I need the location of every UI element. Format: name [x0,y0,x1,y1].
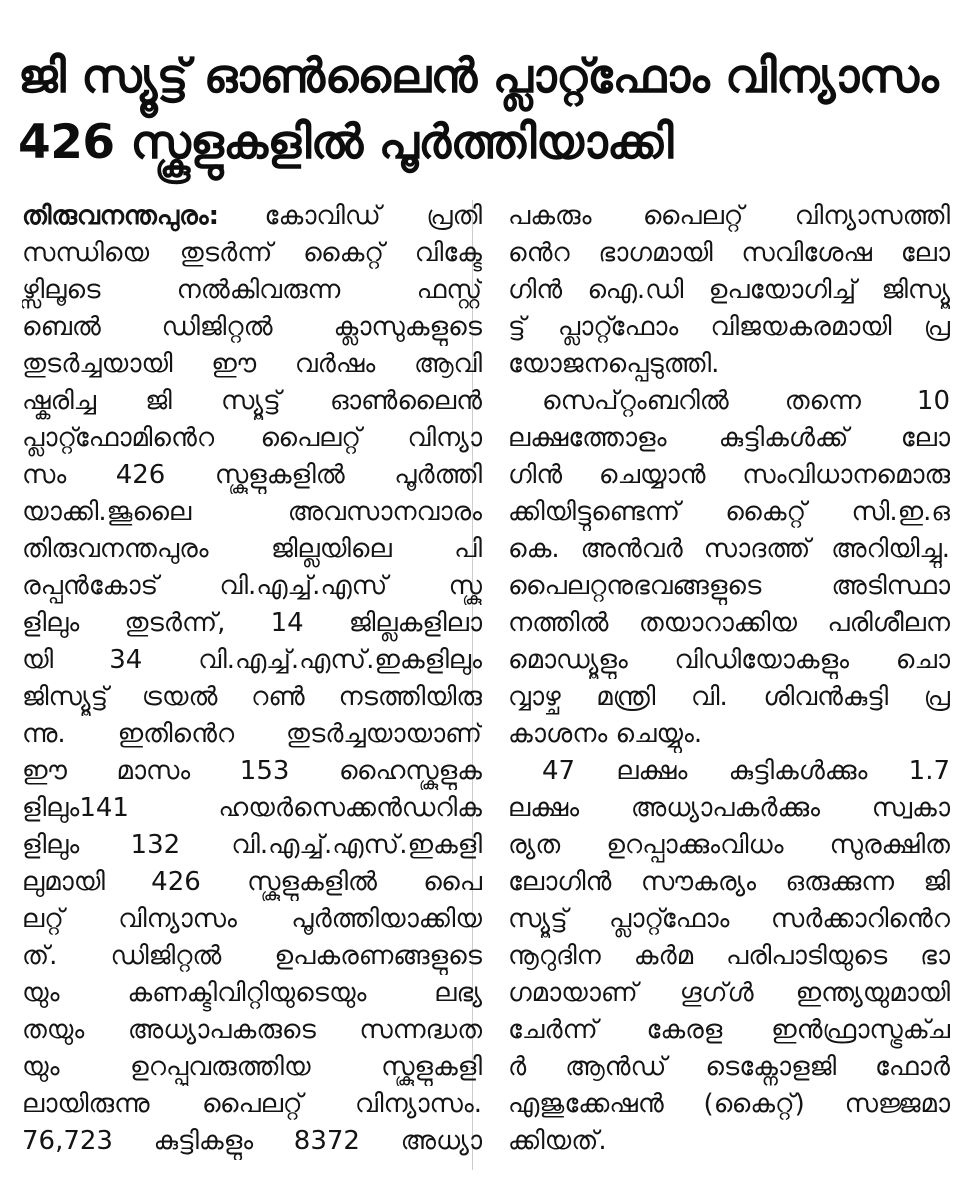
article-line: സം 426 സ്കൂളുകളിൽ പൂർത്തി [22,460,482,490]
article-line: ർ ആൻഡ് ടെക്നോളജി ഫോർ [508,1052,950,1082]
article-line: നൂറുദിന കർമ പരിപാടിയുടെ ഭാ [508,941,950,971]
article-line: പ്ലാറ്റ്ഫോമിൻെറ പൈലറ്റ് വിന്യാ [22,423,482,453]
article-line: രപ്പൻകോട് വി.എച്ച്.എസ് സ്കൂ [22,571,482,601]
first-line-text: കോവിഡ് പ്രതി [218,201,482,231]
left-column [22,198,482,1160]
paragraph [508,198,950,383]
paragraph [508,753,950,1160]
article-line: ക്കിയത്. [508,1126,607,1156]
right-column [508,198,950,1160]
article-line: കാശനം ചെയ്യും. [508,719,703,749]
article-line: ത്. ഡിജിറ്റൽ ഉപകരണങ്ങളുടെ [22,941,482,971]
headline-line-1: ജി സ്യൂട്ട് ഓൺലൈൻ പ്ലാറ്റ്ഫോം വിന്യാസം [18,49,939,104]
article-line: ഗിൻ ഐ.ഡി ഉപയോഗിച്ച് ജിസ്യൂ [508,275,950,305]
article-line: എജുക്കേഷൻ (കൈറ്റ്) സജ്ജമാ [508,1089,950,1119]
article-line: യും കണക്ടിവിറ്റിയുടെയും ലഭ്യ [22,978,482,1008]
article-line: ര്യത ഉറപ്പാക്കുംവിധം സുരക്ഷിത [508,830,950,860]
article-line: 76,723 കുട്ടികളും 8372 അധ്യാ [22,1126,482,1156]
paragraph [508,383,950,753]
article-line: ഴ്സിലൂടെ നൽകിവരുന്ന ഫസ്റ്റ് [22,275,482,305]
article-line: യി 34 വി.എച്ച്.എസ്.ഇകളിലും [22,645,482,675]
article-line: ബെൽ ഡിജിറ്റൽ ക്ലാസുകളുടെ [22,312,482,342]
article-line: തിരുവനന്തപുരം ജില്ലയിലെ പി [22,534,482,564]
article-line: യാക്കി.ജൂലൈ അവസാനവാരം [22,497,482,527]
article-line: സെപ്റ്റംബറിൽ തന്നെ 10 [542,386,950,416]
first-line [22,198,482,235]
article-line: ട്ട് പ്ലാറ്റ്ഫോം വിജയകരമായി പ്ര [508,312,950,342]
article-line: ലക്ഷം അധ്യാപകർക്കും സ്വകാ [508,793,950,823]
article-line: പകരും പൈലറ്റ് വിന്യാസത്തി [508,201,950,231]
article-line: ഷ്കരിച്ച ജി സ്യൂട്ട് ഓൺലൈൻ [22,386,482,416]
article-line: ലക്ഷത്തോളം കുട്ടികൾക്ക് ലോ [508,423,950,453]
article-line: ഗിൻ ചെയ്യാൻ സംവിധാനമൊരു [508,460,950,490]
article-line: ചേർന്ന് കേരള ഇൻഫ്രാസ്ട്രക്ച [508,1015,950,1045]
article-line: നത്തിൽ തയാറാക്കിയ പരിശീലന [508,608,950,638]
article-line: ലായിരുന്നു പൈലറ്റ് വിന്യാസം. [22,1089,482,1119]
headline [18,44,948,176]
article-line: തയും അധ്യാപകരുടെ സന്നദ്ധത [22,1015,482,1045]
headline-line-2: 426 സ്കൂളുകളിൽ പൂർത്തിയാക്കി [18,115,673,170]
article-line: ഗമായാണ് ഗൂഗ്ൾ ഇന്ത്യയുമായി [508,978,950,1008]
article-line: ളിലും തുടർന്ന്, 14 ജില്ലകളിലാ [22,608,482,638]
article-line: ലറ്റ് വിന്യാസം പൂർത്തിയാക്കിയ [22,904,482,934]
article-line: പൈലറ്റനുഭവങ്ങളുടെ അടിസ്ഥാ [508,571,950,601]
article-line: ൻെറ ഭാഗമായി സവിശേഷ ലോ [508,238,950,268]
article-line: ളിലും141 ഹയർസെക്കൻഡറിക [22,793,482,823]
article-line: ന്നു. ഇതിൻെറ തുടർച്ചയായാണ് [22,719,482,749]
article-line: ളിലും 132 വി.എച്ച്.എസ്.ഇകളി [22,830,482,860]
article-body [22,198,952,1178]
article-line: കെ. അൻവർ സാദത്ത് അറിയിച്ചു. [508,534,950,564]
article-line: സ്യൂട്ട് പ്ലാറ്റ്ഫോം സർക്കാറിൻെറ [508,904,950,934]
dateline: തിരുവനന്തപുരം: [22,201,219,231]
article-line: 47 ലക്ഷം കുട്ടികൾക്കും 1.7 [542,756,950,786]
article-line: സന്ധിയെ തുടർന്ന് കൈറ്റ് വിക്ടേ [22,238,482,268]
article-line: തുടർച്ചയായി ഈ വർഷം ആവി [22,349,482,379]
article-line: മൊഡ്യൂളും വിഡിയോകളും ചൊ [508,645,950,675]
article-line: യും ഉറപ്പുവരുത്തിയ സ്കൂളുകളി [22,1052,482,1082]
article-line: വ്വാഴ്ച മന്ത്രി വി. ശിവൻകുട്ടി പ്ര [508,682,950,712]
article-line: ജിസ്യൂട്ട് ട്രയൽ റൺ നടത്തിയിരു [22,682,482,712]
article-line: യോജനപ്പെടുത്തി. [508,349,720,379]
article-line: ക്കിയിട്ടുണ്ടെന്ന് കൈറ്റ് സി.ഇ.ഒ [508,497,950,527]
article-line: ഈ മാസം 153 ഹൈസ്കൂളുക [22,756,482,786]
article-line: ലുമായി 426 സ്കൂളുകളിൽ പൈ [22,867,482,897]
article-line: ലോഗിൻ സൗകര്യം ഒരുക്കുന്ന ജി [508,867,950,897]
